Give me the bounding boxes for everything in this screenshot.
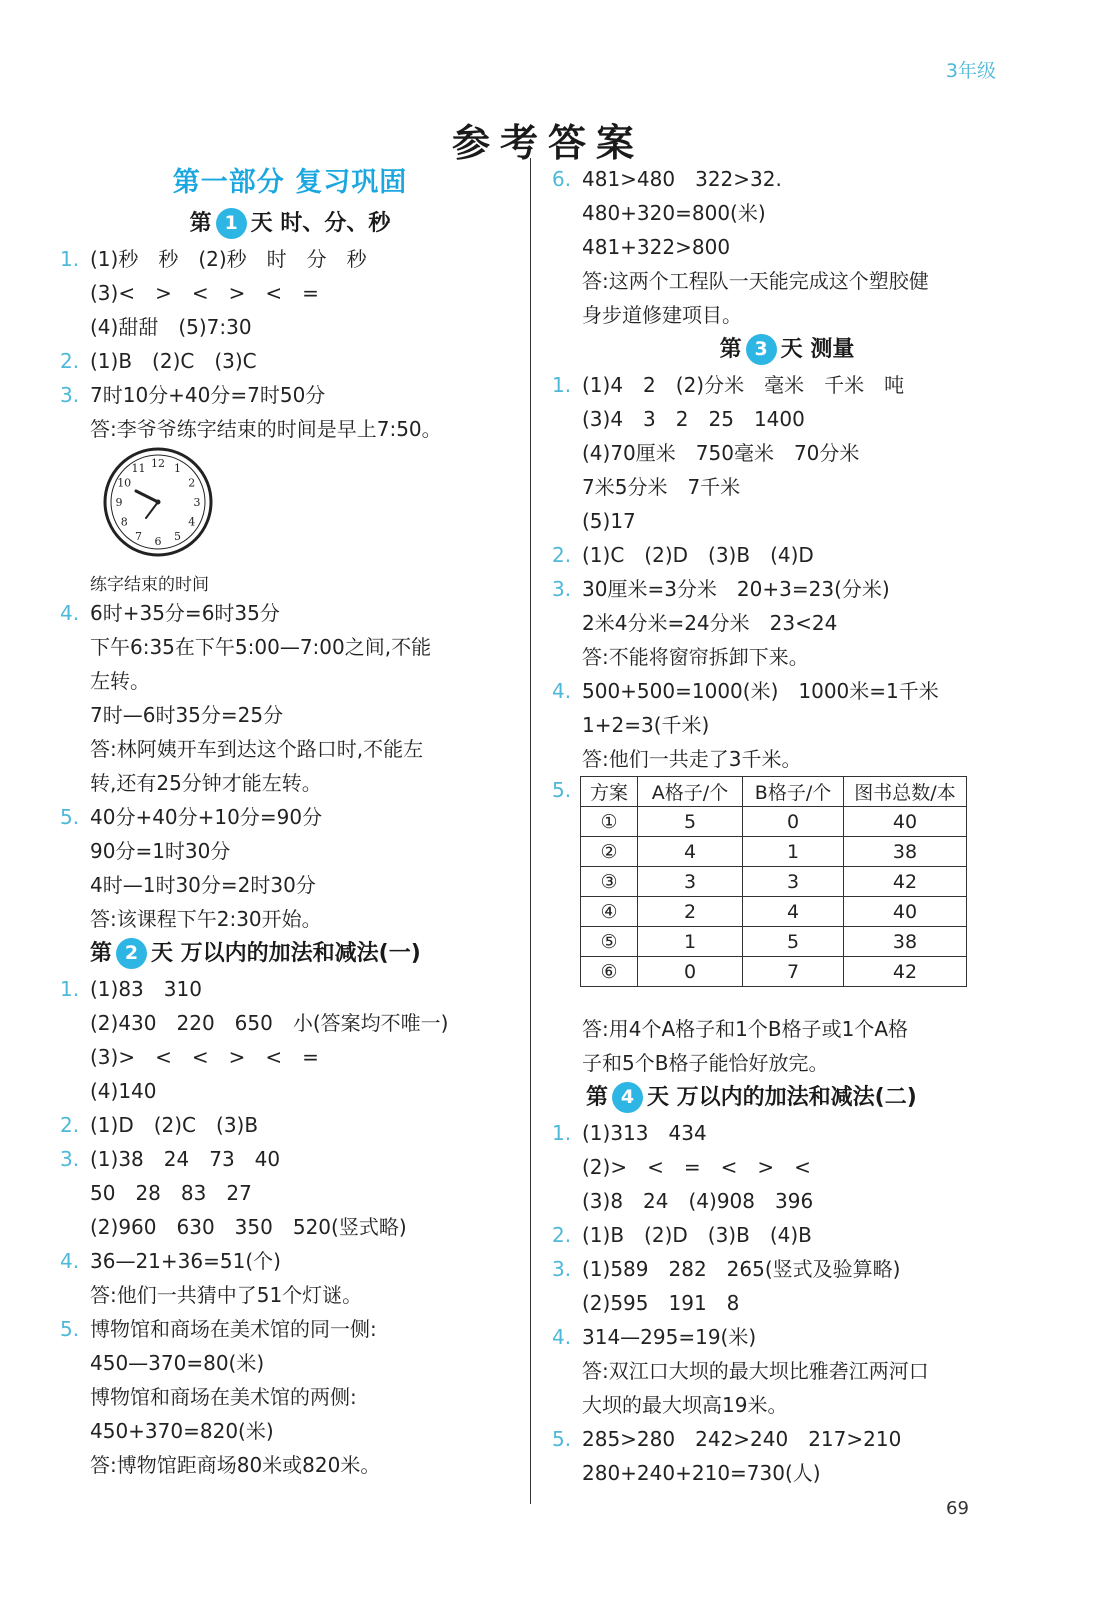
grade-label: 3年级 — [945, 60, 996, 82]
table-cell: 4 — [638, 837, 743, 867]
clock-numeral: 4 — [188, 515, 196, 529]
table-cell: 1 — [638, 927, 743, 957]
table-cell: ① — [581, 807, 638, 837]
answer-line: 左转。 — [90, 669, 150, 693]
answer-line: 7时—6时35分=25分 — [90, 703, 284, 727]
answer-line: (2)595 191 8 — [582, 1291, 740, 1315]
answer-table — [580, 776, 967, 987]
part-title: 第一部分 复习巩固 — [172, 167, 408, 198]
clock-numeral: 1 — [174, 462, 181, 476]
answer-line: 大坝的最大坝高19米。 — [582, 1393, 788, 1417]
answer-line: 3. (1)589 282 265(竖式及验算略) — [552, 1257, 901, 1281]
clock-icon — [102, 446, 214, 558]
clock-numeral: 5 — [174, 529, 181, 543]
table-cell: ④ — [581, 897, 638, 927]
table-cell: ③ — [581, 867, 638, 897]
table-cell: 4 — [743, 897, 844, 927]
answer-line: 481+322>800 — [582, 235, 731, 259]
table-cell: 3 — [743, 867, 844, 897]
table-cell: 5 — [638, 807, 743, 837]
table-cell: 38 — [844, 927, 967, 957]
answer-line: 答:双江口大坝的最大坝比雅砻江两河口 — [582, 1359, 929, 1383]
answer-line: (5)17 — [582, 509, 636, 533]
answer-line: 答:用4个A格子和1个B格子或1个A格 — [582, 1017, 908, 1041]
table-cell: 3 — [638, 867, 743, 897]
day3-title: 第 3 天 测量 — [552, 332, 1022, 368]
answer-line: 4. 36—21+36=51(个) — [60, 1249, 281, 1273]
answer-line: 答:他们一共猜中了51个灯谜。 — [90, 1283, 363, 1307]
day1-badge: 1 — [216, 208, 247, 239]
answer-line: (4)140 — [90, 1079, 157, 1103]
answer-line: 1. (1)313 434 — [552, 1121, 707, 1145]
clock-numeral: 7 — [135, 529, 142, 543]
answer-line: 答:博物馆距商场80米或820米。 — [90, 1453, 381, 1477]
answer-line: 1+2=3(千米) — [582, 713, 710, 737]
table-header: 图书总数/本 — [844, 777, 967, 807]
clock-numeral: 10 — [117, 476, 132, 490]
table-row — [581, 957, 967, 987]
answer-line: (2)960 630 350 520(竖式略) — [90, 1215, 407, 1239]
answer-line: 转,还有25分钟才能左转。 — [90, 771, 322, 795]
answer-line: 1. (1)83 310 — [60, 977, 202, 1001]
table-cell: 0 — [638, 957, 743, 987]
answer-line: 50 28 83 27 — [90, 1181, 252, 1205]
table-row — [581, 927, 967, 957]
day1-title: 第 1 天 时、分、秒 — [60, 206, 520, 242]
answer-line: 2. (1)B (2)D (3)B (4)B — [552, 1223, 812, 1247]
answer-line: 6. 481>480 322>32. — [552, 167, 782, 191]
clock-numeral: 2 — [188, 476, 196, 490]
clock-numeral: 12 — [151, 457, 165, 470]
answer-line: 90分=1时30分 — [90, 839, 231, 863]
table-row — [581, 807, 967, 837]
answer-line: 5. 40分+40分+10分=90分 — [60, 805, 323, 829]
table-header: A格子/个 — [638, 777, 743, 807]
answer-line: 博物馆和商场在美术馆的两侧: — [90, 1385, 357, 1409]
answer-line: 下午6:35在下午5:00—7:00之间,不能 — [90, 635, 432, 659]
answer-line: 4. 500+500=1000(米) 1000米=1千米 — [552, 679, 939, 703]
answer-line: 答:他们一共走了3千米。 — [582, 747, 802, 771]
answer-line: (2)> < = < > < — [582, 1155, 811, 1179]
day2-badge: 2 — [116, 938, 147, 969]
answer-line: 480+320=800(米) — [582, 201, 766, 225]
answer-line: (4)甜甜 (5)7:30 — [90, 315, 252, 339]
clock-numeral: 8 — [120, 515, 128, 529]
answer-line: 2. (1)C (2)D (3)B (4)D — [552, 543, 814, 567]
table-cell: 42 — [844, 867, 967, 897]
clock-numeral: 3 — [193, 496, 201, 509]
table-cell: ⑥ — [581, 957, 638, 987]
answer-line: 1. (1)4 2 (2)分米 毫米 千米 吨 — [552, 373, 905, 397]
answer-line: (3)8 24 (4)908 396 — [582, 1189, 814, 1213]
answer-line: 5. 285>280 242>240 217>210 — [552, 1427, 902, 1451]
left-column — [60, 160, 520, 1482]
table-cell: 0 — [743, 807, 844, 837]
answer-line: 5. 博物馆和商场在美术馆的同一侧: — [60, 1317, 377, 1341]
clock-numeral: 11 — [131, 462, 146, 476]
table-cell: 38 — [844, 837, 967, 867]
page-number: 69 — [946, 1498, 969, 1519]
column-divider — [530, 158, 531, 1504]
answer-line: (2)430 220 650 小(答案均不唯一) — [90, 1011, 449, 1035]
table-cell: 40 — [844, 807, 967, 837]
table-cell: ② — [581, 837, 638, 867]
answer-line: (3)4 3 2 25 1400 — [582, 407, 805, 431]
answer-line: 身步道修建项目。 — [582, 303, 742, 327]
answer-line: 7米5分米 7千米 — [582, 475, 741, 499]
clock-numeral: 9 — [115, 496, 123, 509]
answer-line: 答:不能将窗帘拆卸下来。 — [582, 645, 809, 669]
table-cell: 7 — [743, 957, 844, 987]
clock-caption: 练字结束的时间 — [90, 575, 209, 595]
answer-line: 答:李爷爷练字结束的时间是早上7:50。 — [90, 417, 442, 441]
answer-line: 2. (1)D (2)C (3)B — [60, 1113, 259, 1137]
answer-line: 答:林阿姨开车到达这个路口时,不能左 — [90, 737, 424, 761]
day4-title: 第 4 天 万以内的加法和减法(二) — [552, 1080, 1022, 1116]
answer-line: (4)70厘米 750毫米 70分米 — [582, 441, 860, 465]
day3-badge: 3 — [746, 334, 777, 365]
clock-figure — [60, 446, 520, 596]
table-row — [581, 837, 967, 867]
answer-line: 2米4分米=24分米 23<24 — [582, 611, 838, 635]
day2-title: 第 2 天 万以内的加法和减法(一) — [60, 936, 520, 972]
table-cell: 40 — [844, 897, 967, 927]
answer-line: 450—370=80(米) — [90, 1351, 265, 1375]
day4-badge: 4 — [612, 1082, 643, 1113]
answer-line: 3. (1)38 24 73 40 — [60, 1147, 281, 1171]
answer-line: 4时—1时30分=2时30分 — [90, 873, 316, 897]
answer-line: 3. 7时10分+40分=7时50分 — [60, 383, 326, 407]
table-header: B格子/个 — [743, 777, 844, 807]
table-cell: 2 — [638, 897, 743, 927]
answer-line: 子和5个B格子能恰好放完。 — [582, 1051, 829, 1075]
clock-numeral: 6 — [154, 535, 162, 548]
answer-line: 1. (1)秒 秒 (2)秒 时 分 秒 — [60, 247, 367, 271]
table-cell: 1 — [743, 837, 844, 867]
answer-line: 4. 6时+35分=6时35分 — [60, 601, 280, 625]
table-cell: ⑤ — [581, 927, 638, 957]
table-header: 方案 — [581, 777, 638, 807]
answer-table-block: 5. 方案 A格子/个 B格子/个 图书总数/本 ① 5 0 40 ② 4 1 38 ③ 3 3 42 ④ 2 4 40 ⑤ 1 5 38 ⑥ 0 7 42 — [552, 776, 1022, 1012]
page-title: 参考答案 — [451, 121, 644, 165]
answer-line: 4. 314—295=19(米) — [552, 1325, 757, 1349]
answer-line: (3)> < < > < = — [90, 1045, 319, 1069]
table-cell: 42 — [844, 957, 967, 987]
answer-line: (3)< > < > < = — [90, 281, 319, 305]
answer-line: 280+240+210=730(人) — [582, 1461, 821, 1485]
answer-line: 答:该课程下午2:30开始。 — [90, 907, 322, 931]
table-row — [581, 867, 967, 897]
answer-line: 3. 30厘米=3分米 20+3=23(分米) — [552, 577, 890, 601]
answer-line: 答:这两个工程队一天能完成这个塑胶健 — [582, 269, 929, 293]
right-column — [552, 162, 1022, 1490]
table-row — [581, 897, 967, 927]
answer-line: 2. (1)B (2)C (3)C — [60, 349, 257, 373]
answer-line: 450+370=820(米) — [90, 1419, 274, 1443]
table-cell: 5 — [743, 927, 844, 957]
